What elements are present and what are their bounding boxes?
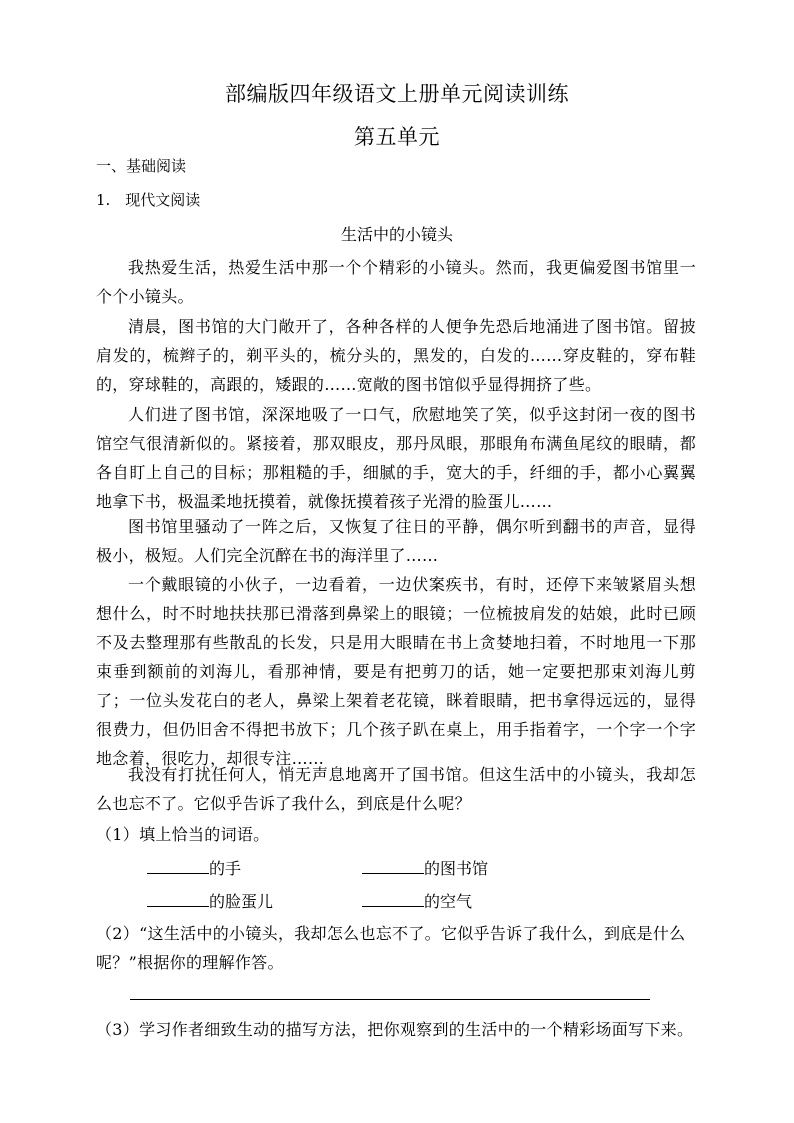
unit-subtitle: 第五单元 [354,125,440,149]
blank-suffix: 的空气 [424,892,473,911]
story-paragraph: 人们进了图书馆，深深地吸了一口气，欣慰地笑了笑，似乎这封闭一夜的图书馆空气很清新似的。紧接着，那双眼皮，那丹凤眼，那眼角布满鱼尾纹的眼睛，都各自盯上自己的目标；那粗糙的手，细腻的手，宽大的手，纤细的手，都小心翼翼地拿下书，极温柔地抚摸着，就像抚摸着孩子光滑的脸蛋儿…… [96,405,696,511]
page-title: 部编版四年级语文上册单元阅读训练 [225,82,569,106]
item-heading: 1. 现代文阅读 [96,191,201,209]
blank-suffix: 的图书馆 [424,859,489,878]
story-paragraph: 一个戴眼镜的小伙子，一边看着，一边伏案疾书，有时，还停下来皱紧眉头想想什么，时不时地扶扶那已滑落到鼻梁上的眼镜；一位梳披肩发的姑娘，此时已顾不及去整理那有些散乱的长发，只是用大眼睛在书上贪婪地扫着，不时地甩一下那束垂到额前的刘海儿，看那神情，要是有把剪刀的话，她一定要把那束刘海儿剪了；一位头发花白的老人，鼻梁上架着老花镜，眯着眼睛，把书拿得远远的，显得很费力，但仍旧舍不得把书放下；几个孩子趴在桌上，用手指着字，一个字一个字地念着，很吃力，却很专注…… [96,575,696,768]
question-1: （1）填上恰当的词语。 [96,825,270,844]
question-2: （2）“这生活中的小镜头，我却怎么也忘不了。它似乎告诉了我什么，到底是什么呢？”根据你的理解作答。 [96,924,686,972]
fill-blank-item [147,856,241,879]
section-heading: 一、基础阅读 [96,157,187,175]
story-paragraph: 图书馆里骚动了一阵之后，又恢复了往日的平静，偶尔听到翻书的声音，显得极小，极短。人们完全沉醉在书的海洋里了…… [96,517,696,565]
fill-blank-item [362,856,488,879]
blank-line[interactable] [362,859,424,874]
story-title: 生活中的小镜头 [340,225,453,244]
fill-blank-item [147,889,273,912]
blank-line[interactable] [147,892,209,907]
blank-suffix: 的脸蛋儿 [209,892,274,911]
blank-line[interactable] [362,892,424,907]
answer-line[interactable] [130,999,650,1000]
blank-line[interactable] [147,859,209,874]
fill-blank-item [362,889,472,912]
question-3: （3）学习作者细致生动的描写方法，把你观察到的生活中的一个精彩场面写下来。 [96,1020,694,1039]
story-paragraph: 我热爱生活，热爱生活中那一个个精彩的小镜头。然而，我更偏爱图书馆里一个个小镜头。 [96,258,696,306]
story-paragraph: 清晨，图书馆的大门敞开了，各种各样的人便争先恐后地涌进了图书馆。留披肩发的，梳辫子的，剃平头的，梳分头的，黑发的，白发的……穿皮鞋的，穿布鞋的，穿球鞋的，高跟的，矮跟的……宽敞的图书馆似乎显得拥挤了些。 [96,317,696,394]
story-paragraph: 我没有打扰任何人，悄无声息地离开了国书馆。但这生活中的小镜头，我却怎么也忘不了。它似乎告诉了我什么，到底是什么呢？ [96,765,696,813]
blank-suffix: 的手 [209,859,242,878]
